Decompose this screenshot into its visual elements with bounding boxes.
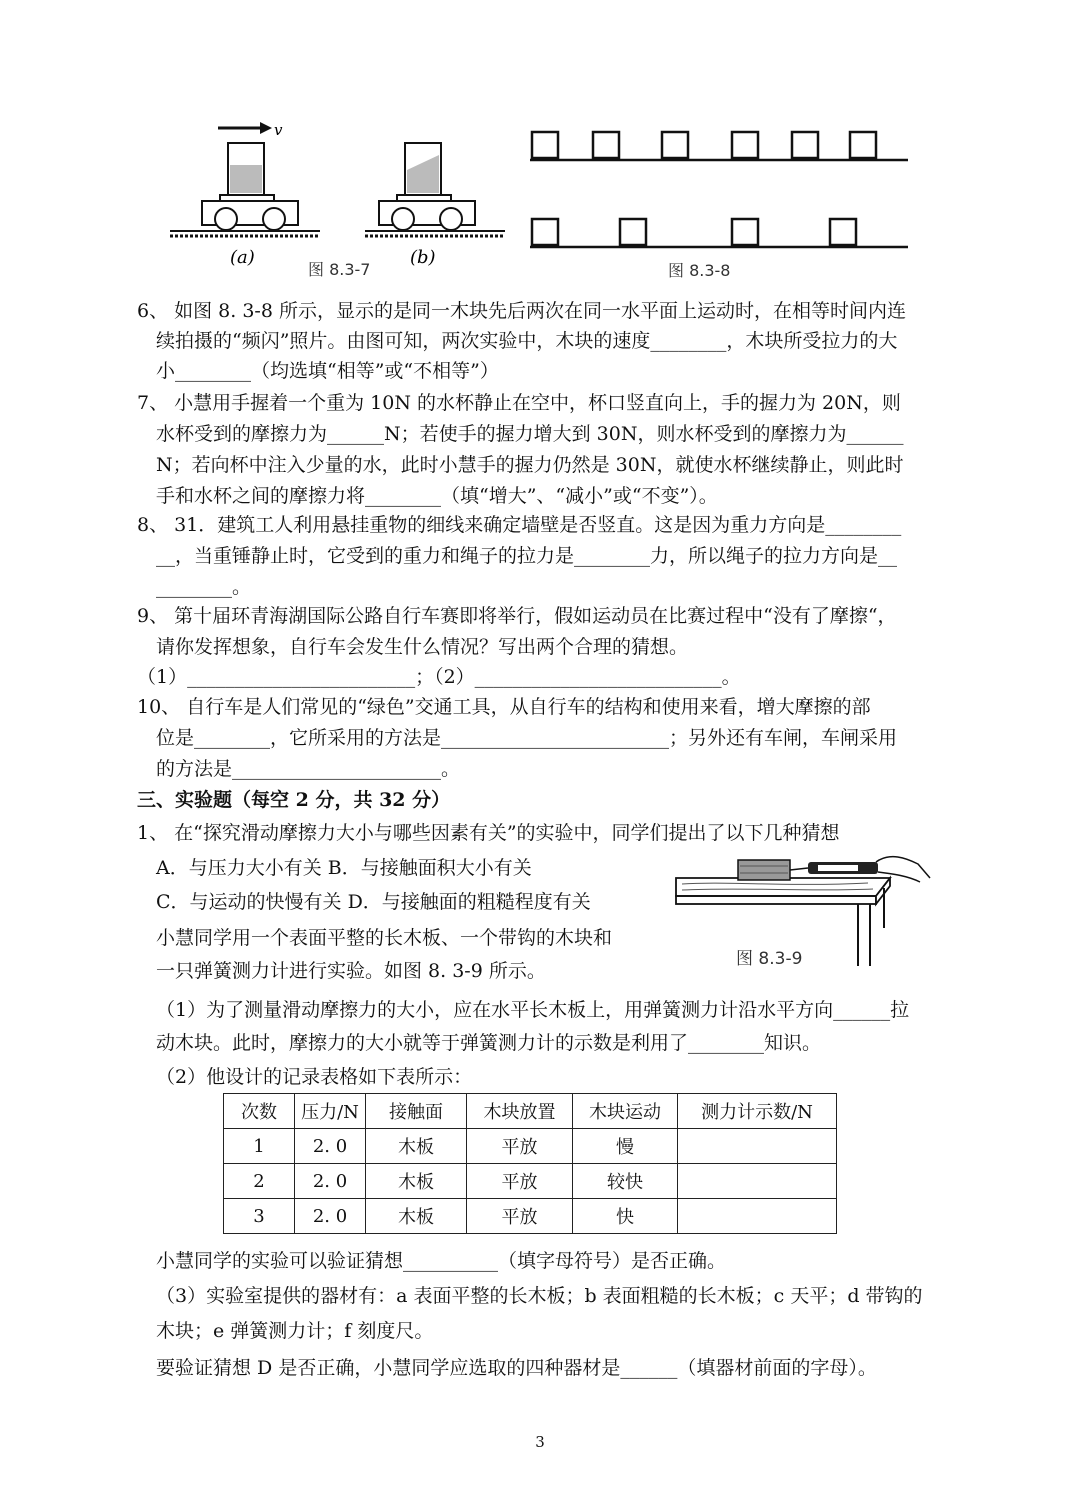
label-b: (b) [410,247,436,268]
figure-8-3-7 [160,115,520,285]
table-header-cell: 测力计示数/N [678,1094,837,1129]
label-a: (a) [230,247,255,268]
exp1-line-5: 一只弹簧测力计进行实验。如图 8. 3-9 所示。 [156,960,546,982]
q8-line-2: __，当重锤静止时，它受到的重力和绳子的拉力是________力，所以绳子的拉力方向是__ [156,545,898,567]
strobe-row-top [530,132,908,160]
q9-answers: （1）________________________；（2）__________________________。 [137,666,741,688]
caption-8-3-8: 图 8.3-8 [668,261,731,280]
q6-line-1: 6、 如图 8. 3-8 所示，显示的是同一木块先后两次在同一水平面上运动时，在相等时间内连 [137,300,906,322]
q7-line-2: 水杯受到的摩擦力为______N；若使手的握力增大到 30N，则水杯受到的摩擦力为______ [156,423,904,445]
figure-8-3-9 [668,848,940,973]
exp1-part3-line-1: （3）实验室提供的器材有：a 表面平整的长木板；b 表面粗糙的长木板；c 天平；d 带钩的 [156,1285,923,1307]
exp1-options-ab: A．与压力大小有关 B．与接触面积大小有关 [156,857,532,879]
q10-line-2: 位是________，它所采用的方法是________________________；另外还有车闸，车闸采用 [156,727,898,749]
exp1-part1-line-1: （1）为了测量滑动摩擦力的大小，应在水平长木板上，用弹簧测力计沿水平方向______拉 [156,999,910,1021]
exp1-options-cd: C．与运动的快慢有关 D．与接触面的粗糙程度有关 [156,891,591,913]
table-header-cell: 接触面 [366,1094,467,1129]
table-header-cell: 木块放置 [467,1094,573,1129]
table-header-cell: 木块运动 [573,1094,678,1129]
caption-8-3-9: 图 8.3-9 [736,949,803,969]
table-cell: 2 [224,1164,295,1199]
exp1-line-4: 小慧同学用一个表面平整的长木板、一个带钩的木块和 [156,927,613,949]
page-number: 3 [535,1433,545,1451]
cart-b [365,143,505,236]
q9-line-2: 请你发挥想象，自行车会发生什么情况？写出两个合理的猜想。 [156,636,689,658]
table-cell: 2. 0 [295,1129,366,1164]
table-row [224,1129,837,1164]
table-cell: 平放 [467,1199,573,1234]
q7-line-4: 手和水杯之间的摩擦力将________（填“增大”、“减小”或“不变”）。 [156,485,718,507]
figure-8-3-8 [520,120,915,285]
table-cell [678,1129,837,1164]
table-cell: 快 [573,1199,678,1234]
table-cell: 木板 [366,1199,467,1234]
q7-line-1: 7、 小慧用手握着一个重为 10N 的水杯静止在空中，杯口竖直向上，手的握力为 20N，则 [137,392,901,414]
record-table [223,1093,837,1234]
table-cell: 1 [224,1129,295,1164]
table-cell [678,1164,837,1199]
exp1-verify-line: 小慧同学的实验可以验证猜想__________（填字母符号）是否正确。 [156,1250,727,1272]
table-cell: 木板 [366,1129,467,1164]
cart-a [170,143,320,236]
table-header-row [224,1094,837,1129]
exp1-line-1: 1、 在“探究滑动摩擦力大小与哪些因素有关”的实验中，同学们提出了以下几种猜想 [137,822,840,844]
wood-block [738,860,790,880]
table-cell: 2. 0 [295,1164,366,1199]
arrow-label: v [274,121,283,139]
exp1-part2: （2）他设计的记录表格如下表所示： [156,1066,473,1088]
table-cell [678,1199,837,1234]
table-cell: 平放 [467,1129,573,1164]
section-heading: 三、实验题（每空 2 分，共 32 分） [137,789,451,811]
q7-line-3: N；若向杯中注入少量的水，此时小慧手的握力仍然是 30N，就使水杯继续静止，则此时 [156,454,904,476]
table-cell: 3 [224,1199,295,1234]
exp1-part1-line-2: 动木块。此时，摩擦力的大小就等于弹簧测力计的示数是利用了________知识。 [156,1032,822,1054]
table-cell: 2. 0 [295,1199,366,1234]
table-cell: 慢 [573,1129,678,1164]
q6-line-3: 小________（均选填“相等”或“不相等”） [156,360,499,382]
table-header-cell: 压力/N [295,1094,366,1129]
q8-line-3: ________。 [156,576,252,598]
caption-8-3-7: 图 8.3-7 [308,260,371,279]
q10-line-1: 10、 自行车是人们常见的“绿色”交通工具，从自行车的结构和使用来看，增大摩擦的部 [137,696,871,718]
exp1-part3-line-3: 要验证猜想 D 是否正确，小慧同学应选取的四种器材是______（填器材前面的字母）。 [156,1357,877,1379]
table-cell: 木板 [366,1164,467,1199]
table-cell: 平放 [467,1164,573,1199]
spring-scale [790,862,878,874]
exp1-part3-line-2: 木块；e 弹簧测力计；f 刻度尺。 [156,1320,434,1342]
q10-line-3: 的方法是______________________。 [156,758,461,780]
q9-line-1: 9、 第十届环青海湖国际公路自行车赛即将举行，假如运动员在比赛过程中“没有了摩擦“， [137,605,897,627]
q8-line-1: 8、 31．建筑工人利用悬挂重物的细线来确定墙壁是否竖直。这是因为重力方向是________ [137,514,902,536]
strobe-row-bottom [530,219,908,247]
q6-line-2: 续拍摄的“频闪”照片。由图可知，两次实验中，木块的速度________，木块所受拉力的大 [156,330,898,352]
table-row [224,1164,837,1199]
table-row [224,1199,837,1234]
table-header-cell: 次数 [224,1094,295,1129]
table-cell: 较快 [573,1164,678,1199]
